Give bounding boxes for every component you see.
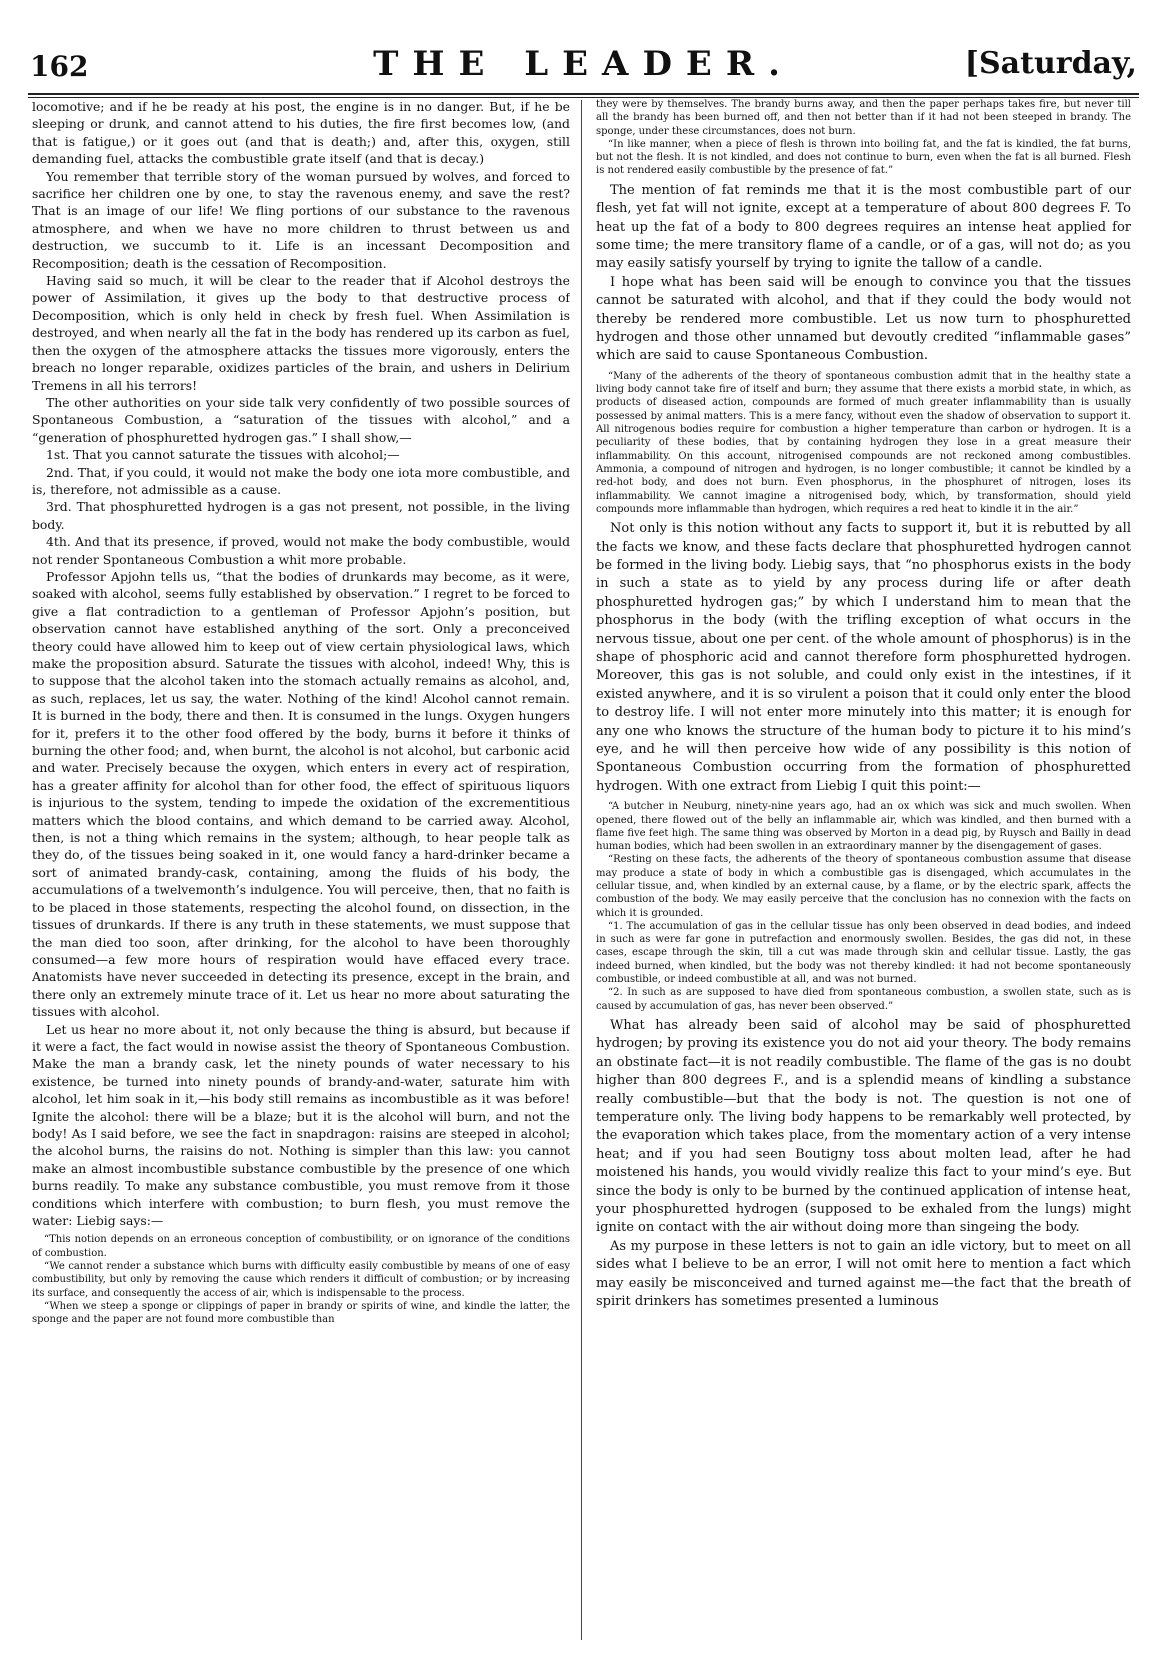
paragraph: As my purpose in these letters is not to gain an idle victory, but to meet on all sides what I believe to be an error, I will not omit here to mention a fact which may easily be misconceived and turned against me—the fact that the breath of spirit drinkers has sometimes presented a luminous — [596, 1238, 1131, 1310]
quotation: “In like manner, when a piece of flesh is thrown into boiling fat, and the fat is kindled, the fat burns, but not the flesh. It is not kindled, and does not continue to burn, even when the fat is all burned. Flesh is not rendered easily combustible by the presence of fat.” — [596, 138, 1131, 177]
paragraph: The mention of fat reminds me that it is the most combustible part of our flesh, yet fat will not ignite, except at a temperature of about 800 degrees F. To heat up the fat of a body to 800 degrees requires an intense heat applied for some time; the mere transitory flame of a candle, or of a gas, will not do; as you may easily satisfy yourself by trying to ignite the tallow of a candle. — [596, 182, 1131, 272]
quotation: “We cannot render a substance which burns with difficulty easily combustible by means of one of easy combustibility, but only by removing the cause which renders it difficult of combustion; or by increasing its surface, and consequently the access of air, which is indispensable to the process. — [32, 1261, 570, 1299]
paragraph: You remember that terrible story of the woman pursued by wolves, and forced to sacrifice her children one by one, to stay the ravenous enemy, and save the rest? That is an image of our life! We fling portions of our substance to the ravenous atmosphere, and when we have no more children to thrust between us and destruction, we succumb to it. Life is an incessant Decomposition and Recomposition; death is the cessation of Recomposition. — [32, 168, 570, 271]
quotation: “2. In such as are supposed to have died from spontaneous combustion, a swollen state, such as is caused by accumulation of gas, has never been observed.” — [596, 987, 1131, 1012]
header-rule — [28, 93, 1139, 95]
paragraph: locomotive; and if he be ready at his post, the engine is in no danger. But, if he be sleeping or drunk, and cannot attend to his duties, the fire first becomes low, (and that is fatigue,) or it goes out (and that is death;) and, after this, oxygen, still demanding fuel, attacks the combustible grate itself (and that is decay.) — [32, 99, 570, 167]
quotation: “When we steep a sponge or clippings of paper in brandy or spirits of wine, and kindle the latter, the sponge and the paper are not found more combustible than — [32, 1300, 570, 1326]
header-day: [Saturday, — [964, 46, 1137, 81]
page-number: 162 — [30, 50, 89, 83]
quotation: they were by themselves. The brandy burns away, and then the paper perhaps takes fire, but never till all the brandy has been burned off, and then not better than if it had not been steeped in brandy. The sponge, under these circumstances, does not burn. — [596, 99, 1131, 137]
left-column — [32, 98, 570, 1646]
paragraph: What has already been said of alcohol may be said of phosphuretted hydrogen; by proving its existence you do not aid your theory. The body remains an obstinate fact—it is not readily combustible. The flame of the gas is no doubt higher than 800 degrees F., and is a splendid means of kindling a substance really combustible—but that the body is not. The question is not one of temperature only. The living body happens to be remarkably well protected, by the evaporation which takes place, from the momentary action of a very intense heat; and if you had seen Boutigny toss about molten lead, after he had moistened his hands, you would vividly realize this fact to your mind’s eye. But since the body is only to be burned by the continued application of intense heat, your phosphuretted hydrogen (supposed to be exhaled from the lungs) might ignite on contact with the air without doing more than singeing the body. — [596, 1017, 1131, 1236]
paragraph: Not only is this notion without any facts to support it, but it is rebutted by all the facts we know, and these facts declare that phosphuretted hydrogen cannot be formed in the living body. Liebig says, that “no phosphorus exists in the body in such a state as to yield by any process during life or after death phosphuretted hydrogen gas;” by which I understand him to mean that the phosphorus in the body (with the trifling exception of what occurs in the nervous tissue, about one per cent. of the whole amount of phosphorus) is in the shape of phosphoric acid and cannot therefore form phosphuretted hydrogen. Moreover, this gas is not soluble, and could only exist in the intestines, if it existed anywhere, and it is so virulent a poison that it could only enter the blood to destroy life. I will not enter more minutely into this matter; it is enough for any one who knows the structure of the human body to picture it to his mind’s eye, and he will then perceive how wide of any possibility is this notion of Spontaneous Combustion occurring from the formation of phosphuretted hydrogen. With one extract from Liebig I quit this point:— — [596, 521, 1131, 794]
paragraph: The other authorities on your side talk very confidently of two possible sources of Spontaneous Combustion, a “saturation of the tissues with alcohol,” and a “generation of phosphuretted hydrogen gas.” I shall show,— — [32, 394, 570, 445]
list-item: 2nd. That, if you could, it would not make the body one iota more combustible, and is, therefore, not admissible as a cause. — [32, 464, 570, 497]
quotation: “Many of the adherents of the theory of spontaneous combustion admit that in the healthy state a living body cannot take fire of itself and burn; they assume that there exists a morbid state, in which, as products of diseased action, compounds are formed of much greater inflammability than is usually possessed by animal matters. This is a mere fancy, without even the shadow of observation to support it. All nitrogenous bodies require for combustion a higher temperature than carbon or hydrogen. It is a peculiarity of these bodies, that by containing hydrogen they lose in a great measure their inflammability. On this account, nitrogenised compounds are not reckoned among combustibles. Ammonia, a compound of nitrogen and hydrogen, is no longer combustible; it cannot be kindled by a red-hot body, and does not burn. Even phosphorus, in the phosphuret of nitrogen, loses its inflammability. We cannot imagine a nitrogenised body, which, by transformation, should yield compounds more inflammable than hydrogen, which requires a red heat to kindle it in the air.” — [596, 370, 1131, 515]
list-item: 4th. And that its presence, if proved, would not make the body combustible, would not render Spontaneous Combustion a whit more probable. — [32, 534, 570, 567]
list-item: 3rd. That phosphuretted hydrogen is a gas not present, not possible, in the living body. — [32, 499, 570, 532]
quotation: “1. The accumulation of gas in the cellular tissue has only been observed in dead bodies, and indeed in such as were far gone in putrefaction and enormously swollen. Besides, the gas did not, in these cases, escape through the skin, till a cut was made through skin and cellular tissue. Lastly, the gas indeed burned, when kindled, but the body was not thereby kindled: it had not become spontaneously combustible, or indeed combustible at all, and was not burned. — [596, 920, 1131, 986]
right-column — [596, 98, 1131, 1646]
column-divider — [581, 100, 582, 1640]
list-item: 1st. That you cannot saturate the tissues with alcohol;— — [46, 447, 400, 463]
quotation: “A butcher in Neuburg, ninety-nine years ago, had an ox which was sick and much swollen. When opened, there flowed out of the belly an inflammable air, which was kindled, and then burned with a flame five feet high. The same thing was observed by Morton in a dead pig, by Ruysch and Bailly in dead human bodies, which had been swollen in an extraordinary manner by the disengagement of gases. — [596, 801, 1131, 853]
quotation: “Resting on these facts, the adherents of the theory of spontaneous combustion assume that disease may produce a state of body in which a combustible gas is disengaged, which accumulates in the cellular tissue, and, when kindled by an external cause, by a flame, or by the electric spark, affects the combustion of the body. We may easily perceive that the conclusion has no connexion with the facts on which it is grounded. — [596, 854, 1131, 919]
paragraph: Having said so much, it will be clear to the reader that if Alcohol destroys the power of Assimilation, it gives up the body to that destructive process of Decomposition, which is only held in check by fresh fuel. When Assimilation is destroyed, and when nearly all the fat in the body has rendered up its carbon as fuel, then the oxygen of the atmosphere attacks the tissues more vigorously, enters the breach no longer reparable, oxidizes particles of the brain, and ushers in Delirium Tremens in all his terrors! — [32, 273, 570, 393]
paragraph: Professor Apjohn tells us, “that the bodies of drunkards may become, as it were, soaked with alcohol, seems fully established by observation.” I regret to be forced to give a flat contradiction to a gentleman of Professor Apjohn’s position, but observation cannot have established anything of the sort. Only a preconceived theory could have allowed him to keep out of view certain physiological laws, which make the proposition absurd. Saturate the tissues with alcohol, indeed! Why, this is to suppose that the alcohol taken into the stomach actually remains as alcohol, and, as such, replaces, let us say, the water. Nothing of the kind! Alcohol cannot remain. It is burned in the body, there and then. It is consumed in the lungs. Oxygen hungers for it, prefers it to the other food offered by the body, burns it before it thinks of burning the other food; and, when burnt, the alcohol is not alcohol, but carbonic acid and water. Precisely because the oxygen, which enters in every act of respiration, has a greater affinity for alcohol than for other food, the effect of spirituous liquors is injurious to the system, tending to impede the oxidation of the excrementitious matters which the blood contains, and which demand to be carried away. Alcohol, then, is not a thing which remains in the system; although, to hear people talk as they do, of the tissues being soaked in it, one would fancy a hard-drinker became a sort of animated brandy-cask, containing, among the fluids of his body, the accumulations of a twelvemonth’s indulgence. You will perceive, then, that no faith is to be placed in those statements, respecting the alcohol found, on dissection, in the tissues of drunkards. If there is any truth in these statements, we must suppose that the man died too soon, after drinking, for the alcohol to have been thoroughly consumed—a few more hours of respiration would have effaced every trace. Anatomists have never succeeded in detecting its presence, except in the brain, and there only an extremely minute trace of it. Let us hear no more about saturating the tissues with alcohol. — [32, 568, 570, 1020]
paragraph: Let us hear no more about it, not only because the thing is absurd, but because if it were a fact, the fact would in nowise assist the theory of Spontaneous Combustion. Make the man a brandy cask, let the ninety pounds of water necessary to his existence, be turned into ninety pounds of brandy-and-water, saturate him with alcohol, let him soak in it,—his body still remains as incombustible as it was before! Ignite the alcohol: there will be a blaze; but it is the alcohol will burn, and not the body! As I said before, we see the fact in snapdragon: raisins are steeped in alcohol; the alcohol burns, the raisins do not. Nothing is simpler than this law: you cannot make an almost incombustible substance combustible by the presence of one which burns readily. To make any substance combustible, you must remove from it those conditions which interfere with combustion; to burn flesh, you must remove the water: Liebig says:— — [32, 1021, 570, 1228]
paragraph: I hope what has been said will be enough to convince you that the tissues cannot be saturated with alcohol, and that if they could the body would not thereby be rendered more combustible. Let us now turn to phosphuretted hydrogen and those other unnamed but devoutly credited “inflammable gases” which are said to cause Spontaneous Combustion. — [596, 274, 1131, 364]
masthead-title: THE LEADER. — [373, 44, 794, 84]
page-header — [28, 44, 1139, 88]
quotation: “This notion depends on an erroneous conception of combustibility, or on ignorance of the conditions of combustion. — [32, 1234, 570, 1259]
